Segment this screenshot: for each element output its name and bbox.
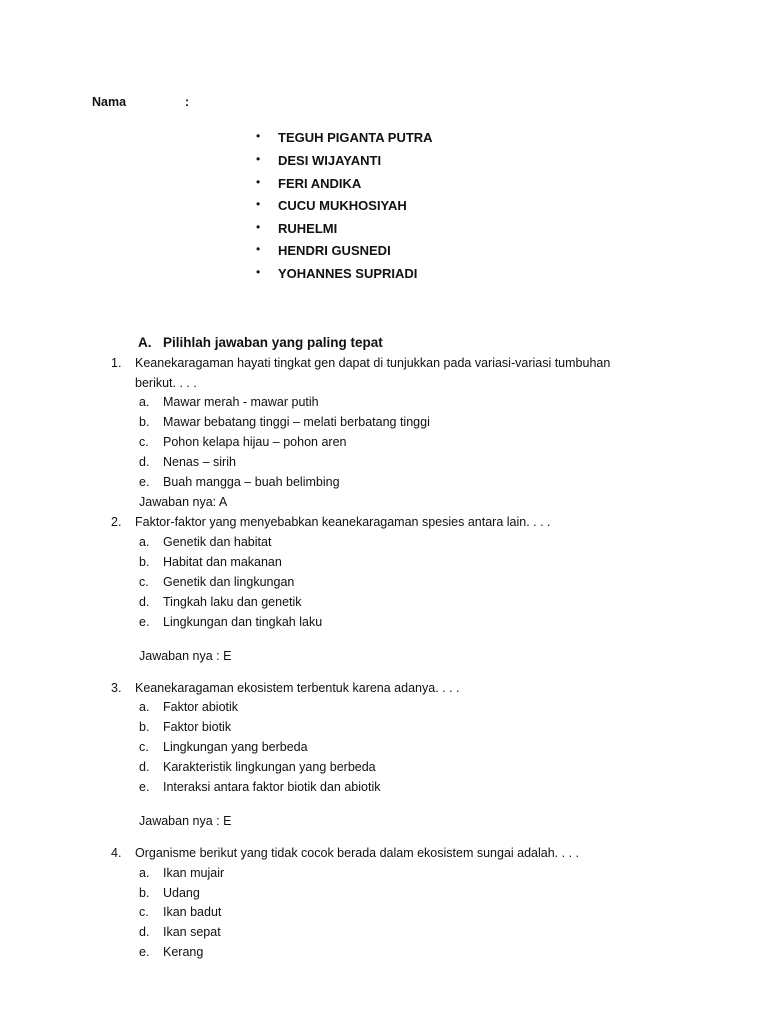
option-text: Buah mangga – buah belimbing (163, 475, 340, 489)
question-number: 4. (111, 846, 122, 860)
question-number: 2. (111, 515, 122, 529)
option-letter: c. (139, 740, 149, 754)
bullet-icon: • (256, 129, 261, 143)
bullet-icon: • (256, 242, 261, 256)
option-letter: d. (139, 455, 150, 469)
member-name: CUCU MUKHOSIYAH (278, 198, 407, 213)
option-letter: a. (139, 700, 150, 714)
option-text: Tingkah laku dan genetik (163, 595, 302, 609)
section-letter: A. (138, 335, 152, 350)
option-letter: a. (139, 866, 150, 880)
option-text: Lingkungan dan tingkah laku (163, 615, 323, 629)
option-text: Mawar merah - mawar putih (163, 395, 319, 409)
answer-text: Jawaban nya : E (139, 814, 232, 828)
bullet-icon: • (256, 175, 261, 189)
bullet-icon: • (256, 220, 261, 234)
option-text: Faktor abiotik (163, 700, 239, 714)
option-letter: b. (139, 886, 150, 900)
option-letter: d. (139, 925, 150, 939)
option-letter: a. (139, 535, 150, 549)
option-letter: e. (139, 475, 150, 489)
bullet-icon: • (256, 265, 261, 279)
member-name: DESI WIJAYANTI (278, 153, 382, 168)
option-letter: d. (139, 595, 150, 609)
question-number: 1. (111, 356, 122, 370)
question-number: 3. (111, 681, 122, 695)
question-text: Keanekaragaman ekosistem terbentuk karena adanya. . . . (135, 681, 460, 695)
option-text: Karakteristik lingkungan yang berbeda (163, 760, 376, 774)
section-title: Pilihlah jawaban yang paling tepat (163, 335, 383, 350)
question-text: Faktor-faktor yang menyebabkan keanekaragaman spesies antara lain. . . . (135, 515, 551, 529)
bullet-icon: • (256, 152, 261, 166)
answer-text: Jawaban nya: A (139, 495, 228, 509)
question-text: Organisme berikut yang tidak cocok berada dalam ekosistem sungai adalah. . . . (135, 846, 579, 860)
option-text: Habitat dan makanan (163, 555, 282, 569)
option-text: Udang (163, 886, 200, 900)
option-letter: d. (139, 760, 150, 774)
option-letter: e. (139, 945, 150, 959)
member-name: RUHELMI (278, 221, 338, 236)
answer-text: Jawaban nya : E (139, 649, 232, 663)
option-letter: c. (139, 575, 149, 589)
nama-colon: : (185, 95, 190, 109)
option-text: Nenas – sirih (163, 455, 236, 469)
nama-label: Nama (92, 95, 127, 109)
option-letter: b. (139, 555, 150, 569)
bullet-icon: • (256, 197, 261, 211)
option-letter: e. (139, 780, 150, 794)
option-text: Ikan sepat (163, 925, 221, 939)
option-text: Ikan mujair (163, 866, 225, 880)
option-text: Genetik dan lingkungan (163, 575, 295, 589)
option-letter: b. (139, 415, 150, 429)
option-text: Kerang (163, 945, 204, 959)
question-text: Keanekaragaman hayati tingkat gen dapat di tunjukkan pada variasi-variasi tumbuhan (135, 356, 611, 370)
option-text: Ikan badut (163, 905, 222, 919)
option-text: Faktor biotik (163, 720, 232, 734)
option-letter: c. (139, 905, 149, 919)
member-name: FERI ANDIKA (278, 176, 362, 191)
option-letter: e. (139, 615, 150, 629)
member-name: HENDRI GUSNEDI (278, 243, 391, 258)
option-text: Interaksi antara faktor biotik dan abiotik (163, 780, 381, 794)
member-name: TEGUH PIGANTA PUTRA (278, 130, 433, 145)
option-text: Lingkungan yang berbeda (163, 740, 308, 754)
option-text: Pohon kelapa hijau – pohon aren (163, 435, 347, 449)
option-text: Mawar bebatang tinggi – melati berbatang tinggi (163, 415, 430, 429)
option-text: Genetik dan habitat (163, 535, 272, 549)
question-text-continued: berikut. . . . (135, 376, 197, 390)
option-letter: b. (139, 720, 150, 734)
option-letter: a. (139, 395, 150, 409)
member-name: YOHANNES SUPRIADI (278, 266, 418, 281)
option-letter: c. (139, 435, 149, 449)
